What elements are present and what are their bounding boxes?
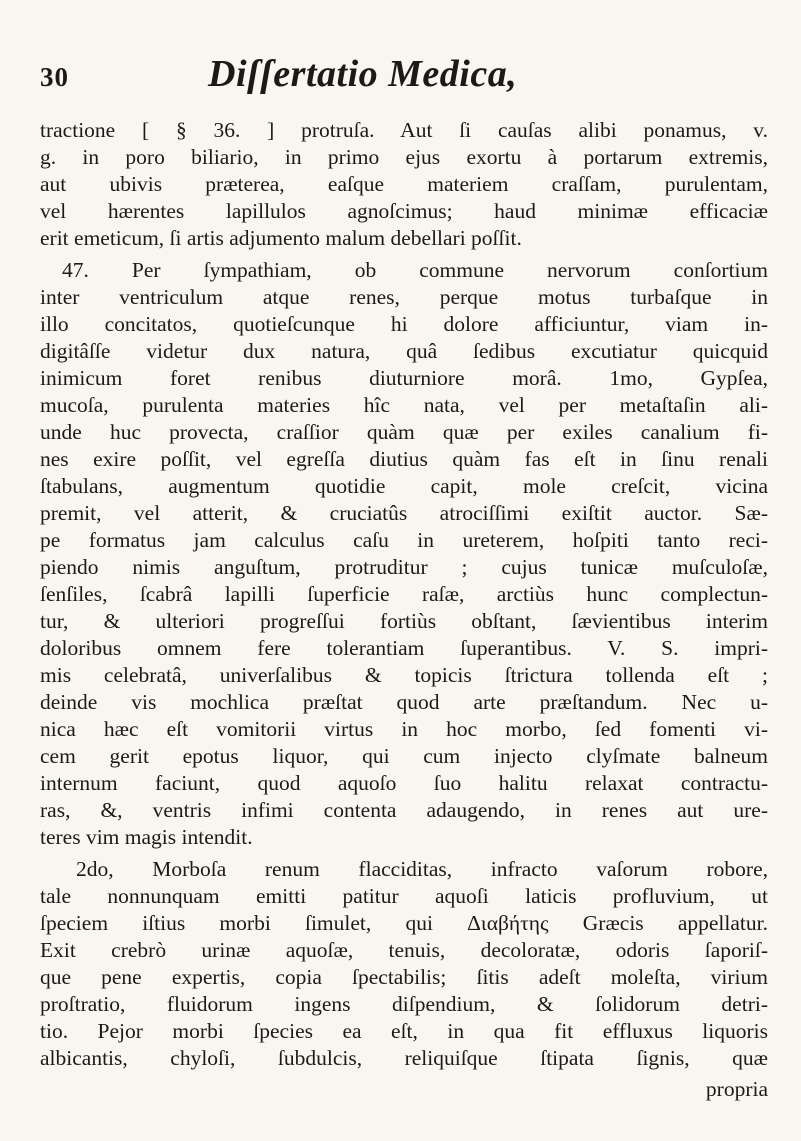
text-line: tur, & ulteriori progreſſui fortiùs obſtant, ſævientibus interim	[40, 609, 768, 633]
catchword: propria	[705, 1077, 768, 1101]
text-line: tale nonnunquam emitti patitur aquoſi laticis profluvium, ut	[40, 884, 768, 908]
text-line: tio. Pejor morbi ſpecies ea eſt, in qua fit effluxus liquoris	[40, 1019, 768, 1043]
text-line: inter ventriculum atque renes, perque motus turbaſque in	[40, 285, 768, 309]
text-line: ſtabulans, augmentum quotidie capit, mole creſcit, vicina	[40, 474, 768, 498]
text-line: tractione [ § 36. ] protruſa. Aut ſi cauſas alibi ponamus, v.	[40, 118, 768, 142]
text-line: nes exire poſſit, vel egreſſa diutius quàm fas eſt in ſinu renali	[40, 447, 768, 471]
text-line: que pene expertis, copia ſpectabilis; ſitis adeſt moleſta, virium	[40, 965, 768, 989]
text-line: ſenſiles, ſcabrâ lapilli ſuperficie raſæ, arctiùs hunc complectun-	[40, 582, 768, 606]
text-line: ſpeciem iſtius morbi ſimulet, qui Διαβήτης Græcis appellatur.	[40, 911, 768, 935]
text-line: doloribus omnem fere tolerantiam ſuperantibus. V. S. impri-	[40, 636, 768, 660]
text-line: deinde vis mochlica præſtat quod arte præſtandum. Nec u-	[40, 690, 768, 714]
text-line: nica hæc eſt vomitorii virtus in hoc morbo, ſed fomenti vi-	[40, 717, 768, 741]
text-line: mucoſa, purulenta materies hîc nata, vel per metaſtaſin ali-	[40, 393, 768, 417]
text-line: albicantis, chyloſi, ſubdulcis, reliquiſque ſtipata ſignis, quæ	[40, 1046, 768, 1070]
text-line: 2do, Morboſa renum flacciditas, infracto vaſorum robore,	[76, 857, 768, 881]
page-header	[40, 52, 780, 98]
running-title: Diſſertatio Medica,	[208, 53, 518, 95]
text-line: cem gerit epotus liquor, qui cum injecto clyſmate balneum	[40, 744, 768, 768]
text-line: premit, vel atterit, & cruciatûs atrociſſimi exiſtit auctor. Sæ-	[40, 501, 768, 525]
text-line: proſtratio, fluidorum ingens diſpendium, & ſolidorum detri-	[40, 992, 768, 1016]
text-line: ras, &, ventris infimi contenta adaugendo, in renes aut ure-	[40, 798, 768, 822]
text-line: piendo nimis anguſtum, protruditur ; cujus tunicæ muſculoſæ,	[40, 555, 768, 579]
text-line: internum faciunt, quod aquoſo ſuo halitu relaxat contractu-	[40, 771, 768, 795]
text-line: aut ubivis præterea, eaſque materiem craſſam, purulentam,	[40, 172, 768, 196]
text-line: vel hærentes lapillulos agnoſcimus; haud minimæ efficaciæ	[40, 199, 768, 223]
text-line: g. in poro biliario, in primo ejus exortu à portarum extremis,	[40, 145, 768, 169]
text-line: mis celebratâ, univerſalibus & topicis ſtrictura tollenda eſt ;	[40, 663, 768, 687]
text-line: 47. Per ſympathiam, ob commune nervorum conſortium	[62, 258, 768, 282]
text-line: Exit crebrò urinæ aquoſæ, tenuis, decoloratæ, odoris ſaporiſ-	[40, 938, 768, 962]
text-line: erit emeticum, ſi artis adjumento malum debellari poſſit.	[40, 226, 522, 250]
text-line: unde huc provecta, craſſior quàm quæ per exiles canalium fi-	[40, 420, 768, 444]
text-line: digitâſſe videtur dux natura, quâ ſedibus excutiatur quicquid	[40, 339, 768, 363]
text-line: pe formatus jam calculus caſu in ureterem, hoſpiti tanto reci-	[40, 528, 768, 552]
page-number: 30	[40, 62, 69, 92]
text-line: teres vim magis intendit.	[40, 825, 253, 849]
text-line: inimicum foret renibus diuturniore morâ. 1mo, Gypſea,	[40, 366, 768, 390]
text-line: illo concitatos, quotieſcunque hi dolore afficiuntur, viam in-	[40, 312, 768, 336]
